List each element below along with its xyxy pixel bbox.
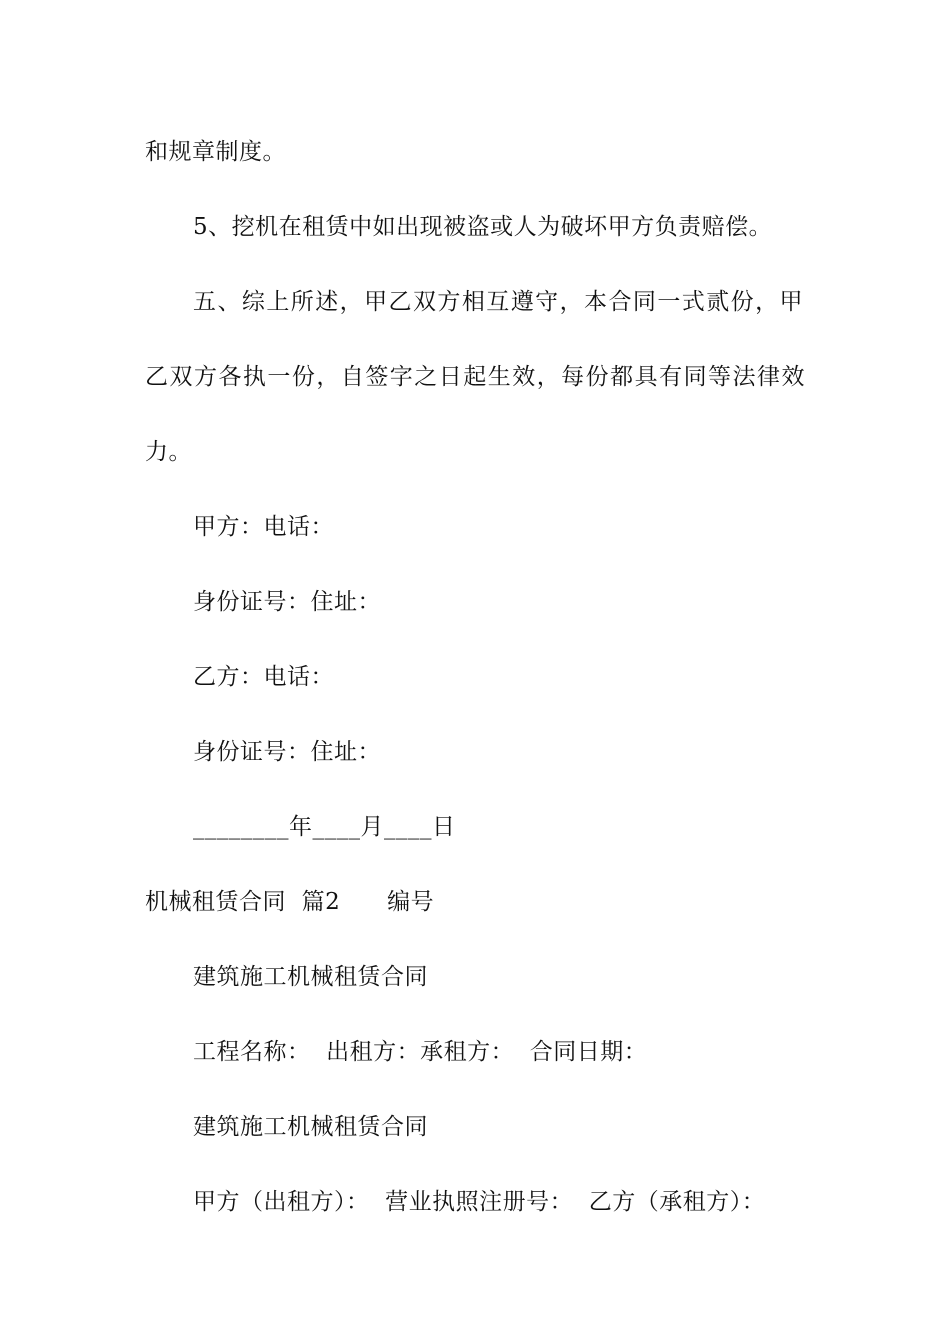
party-a-id-address: 身份证号：住址：	[193, 589, 381, 615]
contract-title-2: 建筑施工机械租赁合同	[193, 1114, 428, 1140]
date-line: ________年____月____日	[193, 814, 456, 840]
clause-five-line-3: 力。	[145, 439, 192, 465]
parties-line: 甲方（出租方）： 营业执照注册号： 乙方（承租方）：	[193, 1189, 766, 1215]
party-b-phone: 乙方：电话：	[193, 664, 334, 690]
clause-five-line-1: 五、综上所述，甲乙双方相互遵守，本合同一式贰份，甲	[193, 289, 803, 315]
party-b-id-address: 身份证号：住址：	[193, 739, 381, 765]
clause-five-line-2: 乙双方各执一份，自签字之日起生效，每份都具有同等法律效	[145, 364, 805, 390]
project-info-line: 工程名称： 出租方：承租方： 合同日期：	[193, 1039, 648, 1065]
text-line-regulations: 和规章制度。	[145, 139, 286, 165]
contract-title-1: 建筑施工机械租赁合同	[193, 964, 428, 990]
party-a-phone: 甲方：电话：	[193, 514, 334, 540]
clause-5: 5、挖机在租赁中如出现被盗或人为破坏甲方负责赔偿。	[193, 214, 773, 240]
section-heading: 机械租赁合同 篇2 编号	[145, 889, 435, 915]
